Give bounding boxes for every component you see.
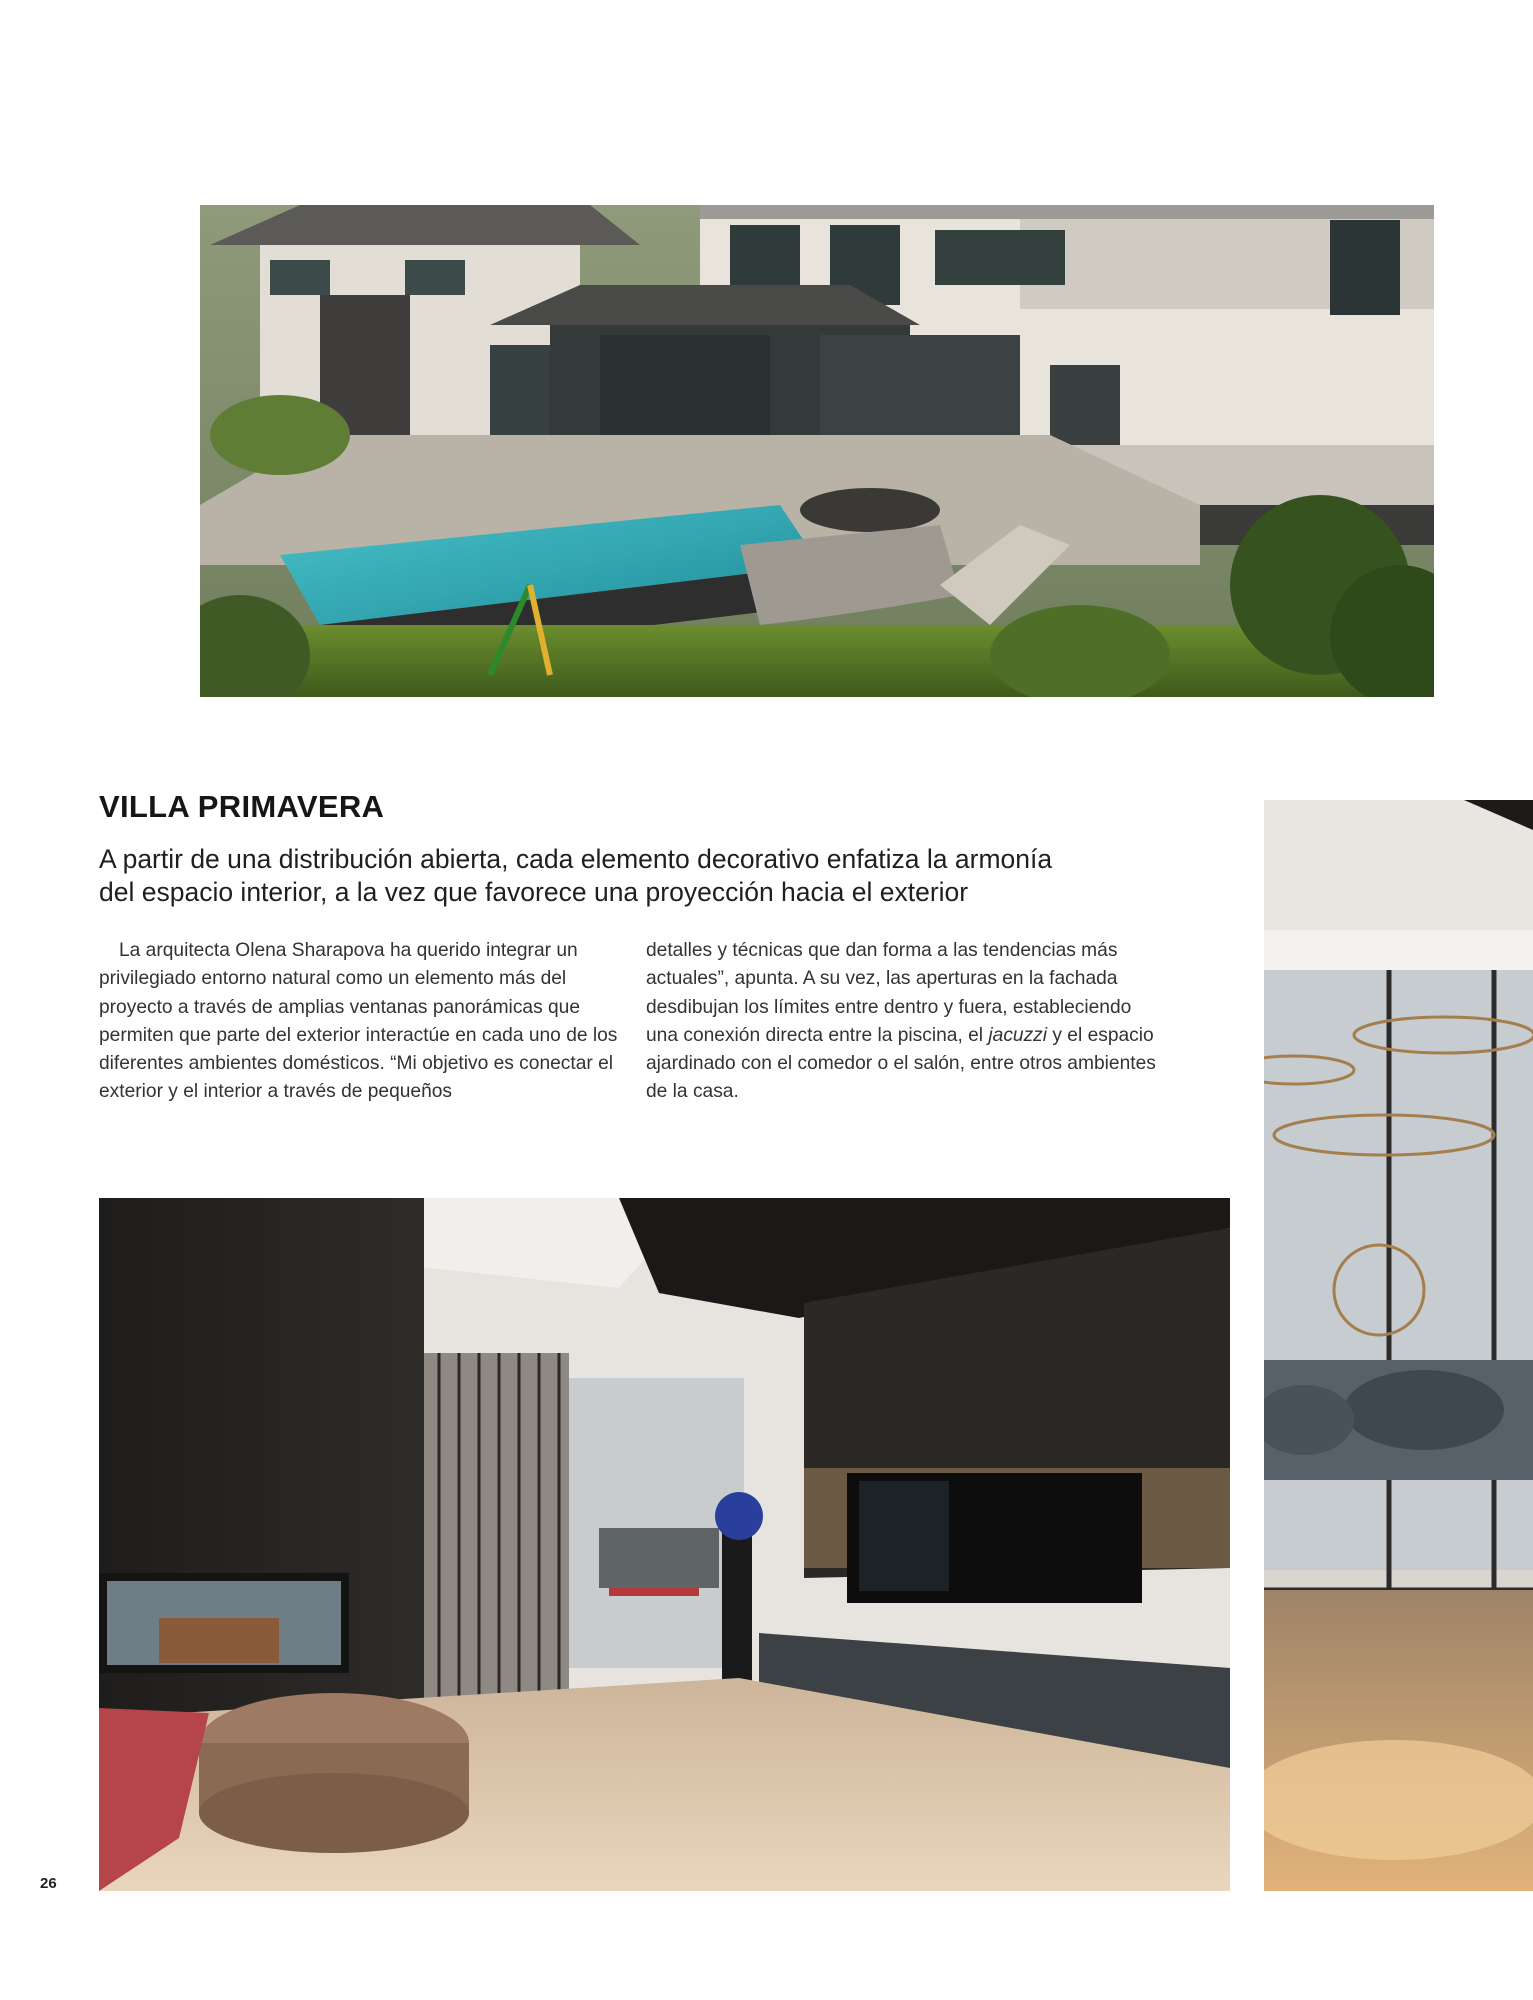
- body-column-right: [646, 937, 1166, 1107]
- living-room-photo: [99, 1198, 1230, 1891]
- body-text-part-2: y el espacio ajardinado con el comedor o el salón, entre otros ambientes de la casa.: [646, 1024, 1156, 1103]
- subtitle-line-2: del espacio interior, a la vez que favorece una proyección hacia el exterior: [99, 877, 969, 907]
- article-subtitle: [99, 843, 1159, 909]
- page-number: 26: [40, 1875, 57, 1892]
- article-title: VILLA PRIMAVERA: [99, 789, 385, 824]
- italic-term: jacuzzi: [988, 1024, 1048, 1046]
- villa-exterior-photo: [200, 205, 1434, 697]
- body-text-part-1: detalles y técnicas que dan forma a las tendencias más actuales”, apunta. A su vez, las aperturas en la fachada desdibujan los límites entre dentro y fuera, estableciendo una conexión directa entre la piscina, el: [646, 940, 1132, 1046]
- dining-room-photo: [1264, 800, 1533, 1891]
- subtitle-line-1: A partir de una distribución abierta, cada elemento decorativo enfatiza la armonía: [99, 844, 1053, 874]
- body-column-left: La arquitecta Olena Sharapova ha querido integrar un privilegiado entorno natural como un elemento más del proyecto a través de amplias ventanas panorámicas que permiten que parte del exterior interactúe en cada uno de los diferentes ambientes domésticos. “Mi objetivo es conectar el exterior y el interior a través de pequeños: [99, 940, 618, 1103]
